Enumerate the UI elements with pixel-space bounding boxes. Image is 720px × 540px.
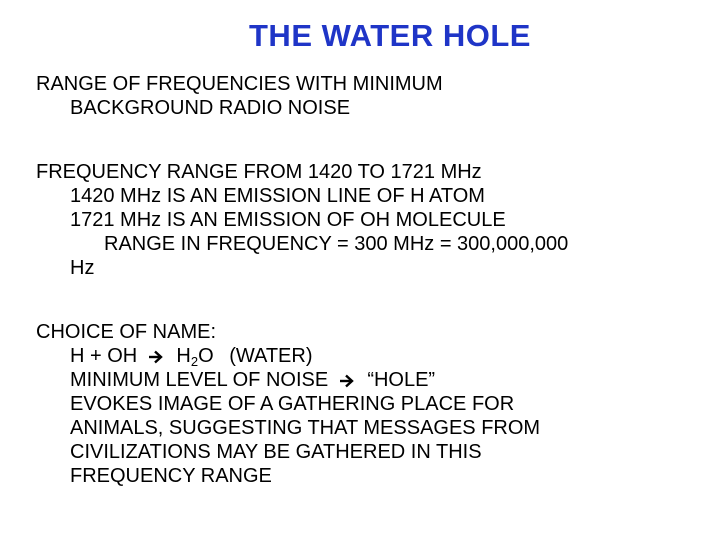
- section-choice-of-name: [36, 320, 686, 488]
- formula-product: $H_2O$: [176, 345, 214, 369]
- section2-item-hydroxyl: 1721 MHz IS AN EMISSION OF OH MOLECULE: [70, 209, 506, 231]
- noise-line: [36, 368, 686, 392]
- section2-item-range: RANGE IN FREQUENCY = 300 MHz = 300,000,000: [104, 233, 569, 255]
- section2-item-hydrogen: 1420 MHz IS AN EMISSION LINE OF H ATOM: [70, 185, 485, 207]
- section-frequencies: [36, 72, 686, 120]
- slide-title: THE WATER HOLE: [249, 18, 531, 53]
- section1-heading: RANGE OF FREQUENCIES WITH MINIMUM: [36, 73, 443, 95]
- evokes-line-2: ANIMALS, SUGGESTING THAT MESSAGES FROM: [70, 417, 541, 439]
- noise-text: MINIMUM LEVEL OF NOISE: [70, 369, 329, 391]
- evokes-line-4: FREQUENCY RANGE: [70, 465, 272, 487]
- section-frequency-range: [36, 160, 686, 280]
- section2-item-range-continued: Hz: [70, 257, 95, 279]
- right-arrow-icon: [340, 374, 356, 388]
- right-arrow-icon: [149, 350, 165, 364]
- evokes-line-1: EVOKES IMAGE OF A GATHERING PLACE FOR: [70, 393, 515, 415]
- section3-heading: CHOICE OF NAME:: [36, 321, 217, 343]
- section2-heading: FREQUENCY RANGE FROM 1420 TO 1721 MHz: [36, 161, 482, 183]
- evokes-line-3: CIVILIZATIONS MAY BE GATHERED IN THIS: [70, 441, 482, 463]
- formula-note: (WATER): [229, 345, 313, 367]
- section1-heading-continued: BACKGROUND RADIO NOISE: [70, 97, 351, 119]
- formula-line: [36, 344, 686, 368]
- formula-reactants: H + OH: [70, 345, 138, 367]
- hole-word: “HOLE”: [367, 369, 436, 391]
